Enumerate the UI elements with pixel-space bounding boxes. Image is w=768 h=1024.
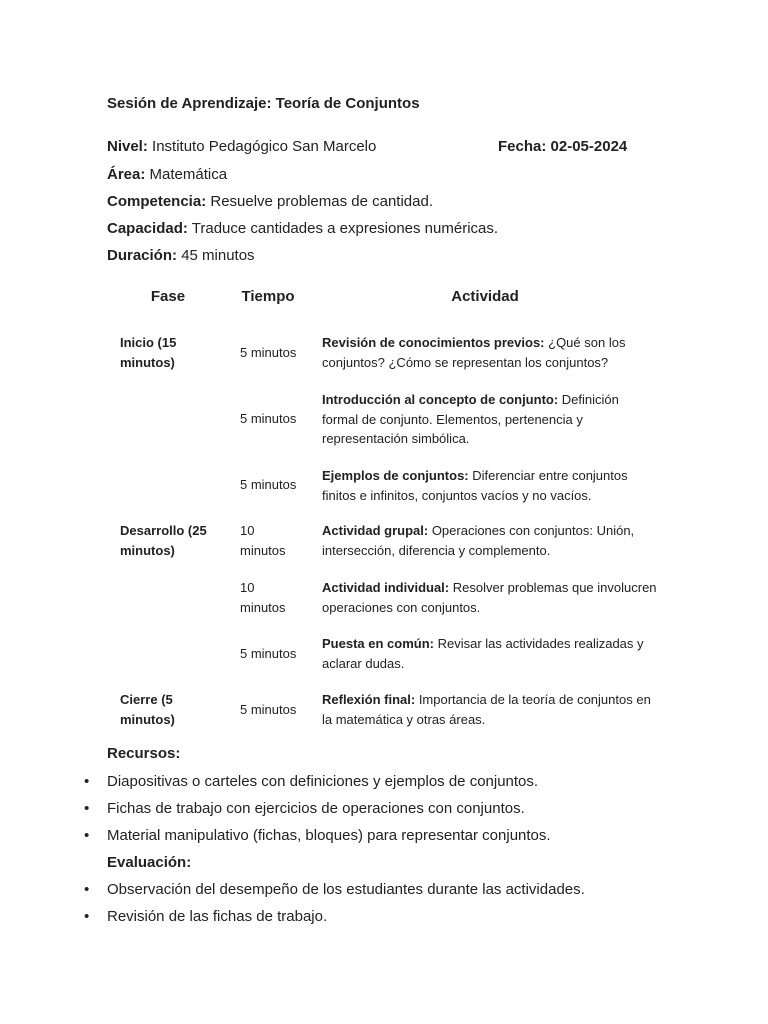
list-item-text: Fichas de trabajo con ejercicios de operaciones con conjuntos. — [107, 800, 525, 817]
table-cell-actividad — [322, 390, 657, 449]
bullet-icon: • — [84, 827, 90, 844]
actividad-description: Resolver problemas que involucren operaciones con conjuntos. — [322, 580, 657, 615]
actividad-description: Operaciones con conjuntos: Unión, intersección, diferencia y complemento. — [322, 523, 635, 558]
bullet-icon: • — [84, 908, 90, 925]
actividad-title: Ejemplos de conjuntos: — [322, 468, 469, 483]
field-fecha-label: Fecha: — [498, 138, 547, 155]
table-cell-tiempo: 10 minutos — [240, 523, 286, 558]
table-cell-tiempo: 5 minutos — [240, 702, 297, 717]
field-capacidad-value: Traduce cantidades a expresiones numéricas. — [191, 220, 499, 237]
table-cell-fase: Cierre (5 minutos) — [120, 692, 175, 727]
field-nivel-label: Nivel: — [107, 138, 148, 155]
table-cell-actividad — [322, 634, 657, 673]
table-cell-fase: Inicio (15 minutos) — [120, 335, 177, 370]
field-competencia-label: Competencia: — [107, 193, 207, 210]
field-area — [107, 166, 227, 183]
list-item-text: Diapositivas o carteles con definiciones y ejemplos de conjuntos. — [107, 773, 539, 790]
recursos-heading: Recursos: — [107, 745, 181, 762]
table-cell-actividad — [322, 466, 657, 505]
actividad-description: ¿Qué son los conjuntos? ¿Cómo se representan los conjuntos? — [322, 335, 626, 370]
bullet-icon: • — [84, 800, 90, 817]
document-title: Sesión de Aprendizaje: Teoría de Conjuntos — [107, 95, 420, 112]
field-capacidad — [107, 220, 498, 237]
actividad-description: Definición formal de conjunto. Elementos, pertenencia y representación simbólica. — [322, 392, 619, 446]
table-header-actividad: Actividad — [451, 288, 519, 305]
list-item-text: Revisión de las fichas de trabajo. — [107, 908, 328, 925]
actividad-title: Introducción al concepto de conjunto: — [322, 392, 559, 407]
bullet-icon: • — [84, 773, 90, 790]
table-header-fase: Fase — [150, 288, 186, 305]
actividad-title: Puesta en común: — [322, 636, 434, 651]
field-nivel-value: Instituto Pedagógico San Marcelo — [152, 138, 377, 155]
table-cell-tiempo: 5 minutos — [240, 477, 297, 492]
actividad-description: Diferenciar entre conjuntos finitos e infinitos, conjuntos vacíos y no vacíos. — [322, 468, 628, 503]
bullet-icon: • — [84, 881, 90, 898]
list-item-text: Observación del desempeño de los estudiantes durante las actividades. — [107, 881, 585, 898]
table-cell-tiempo: 5 minutos — [240, 646, 297, 661]
table-cell-tiempo: 5 minutos — [240, 345, 297, 360]
table-header-tiempo: Tiempo — [241, 288, 295, 305]
field-fecha-value: 02-05-2024 — [550, 138, 628, 155]
field-area-label: Área: — [107, 166, 146, 183]
field-duracion-value: 45 minutos — [181, 247, 255, 264]
table-cell-tiempo: 5 minutos — [240, 411, 297, 426]
actividad-title: Reflexión final: — [322, 692, 416, 707]
field-fecha — [498, 138, 627, 155]
table-cell-tiempo: 10 minutos — [240, 580, 286, 615]
table-cell-actividad — [322, 690, 657, 729]
field-area-value: Matemática — [149, 166, 228, 183]
evaluacion-heading: Evaluación: — [107, 854, 192, 871]
actividad-description: Importancia de la teoría de conjuntos en la matemática y otras áreas. — [322, 692, 651, 727]
field-capacidad-label: Capacidad: — [107, 220, 188, 237]
field-duracion-label: Duración: — [107, 247, 178, 264]
table-cell-actividad — [322, 333, 657, 372]
field-duracion — [107, 247, 255, 264]
actividad-title: Actividad grupal: — [322, 523, 429, 538]
list-item-text: Material manipulativo (fichas, bloques) para representar conjuntos. — [107, 827, 551, 844]
table-cell-actividad — [322, 521, 657, 560]
field-competencia-value: Resuelve problemas de cantidad. — [210, 193, 433, 210]
field-competencia — [107, 193, 433, 210]
field-nivel — [107, 138, 376, 155]
actividad-description: Revisar las actividades realizadas y aclarar dudas. — [322, 636, 644, 671]
actividad-title: Actividad individual: — [322, 580, 450, 595]
table-cell-fase: Desarrollo (25 minutos) — [120, 523, 207, 558]
table-cell-actividad — [322, 578, 657, 617]
actividad-title: Revisión de conocimientos previos: — [322, 335, 545, 350]
